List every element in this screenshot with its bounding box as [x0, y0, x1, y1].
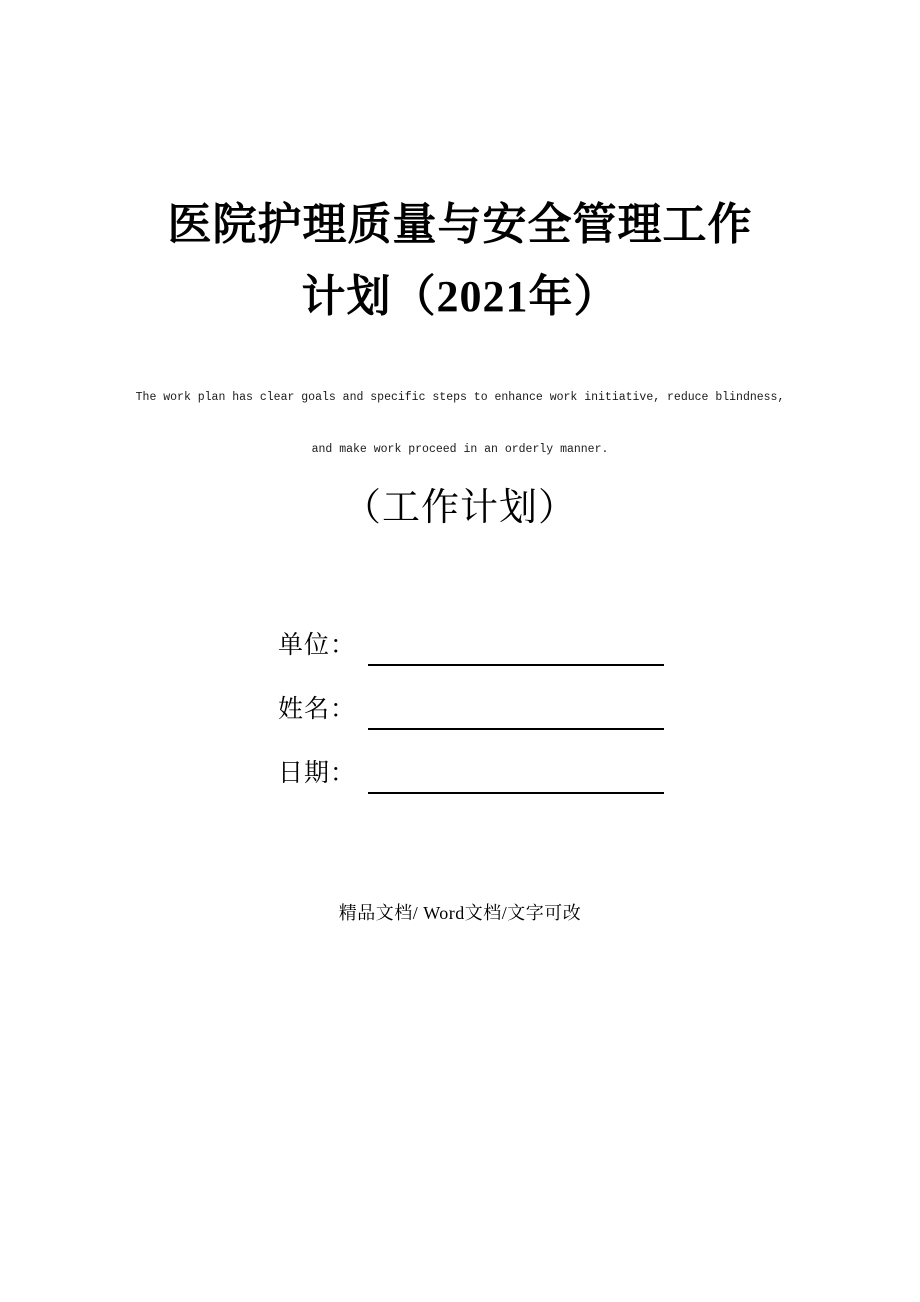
unit-field-label: 单位：	[278, 632, 357, 659]
date-field-label: 日期：	[278, 760, 357, 787]
cover-form	[278, 626, 920, 794]
date-blank-line[interactable]	[368, 758, 664, 794]
date-field-row	[278, 754, 920, 794]
document-title-line-1: 医院护理质量与安全管理工作	[167, 200, 753, 249]
document-title-line-2: 计划（2021年）	[301, 272, 619, 321]
name-blank-line[interactable]	[368, 694, 664, 730]
doc-type-label: （工作计划）	[342, 487, 577, 529]
footer-note: 精品文档/ Word文档/文字可改	[338, 903, 582, 923]
unit-blank-line[interactable]	[368, 630, 664, 666]
document-title	[0, 0, 920, 333]
english-subtitle-line-2: and make work proceed in an orderly manner.	[311, 443, 609, 456]
english-subtitle-line-1: The work plan has clear goals and specific steps to enhance work initiative, reduce blindness,	[135, 391, 785, 404]
name-field-row	[278, 690, 920, 730]
unit-field-row	[278, 626, 920, 666]
name-field-label: 姓名：	[278, 696, 357, 723]
